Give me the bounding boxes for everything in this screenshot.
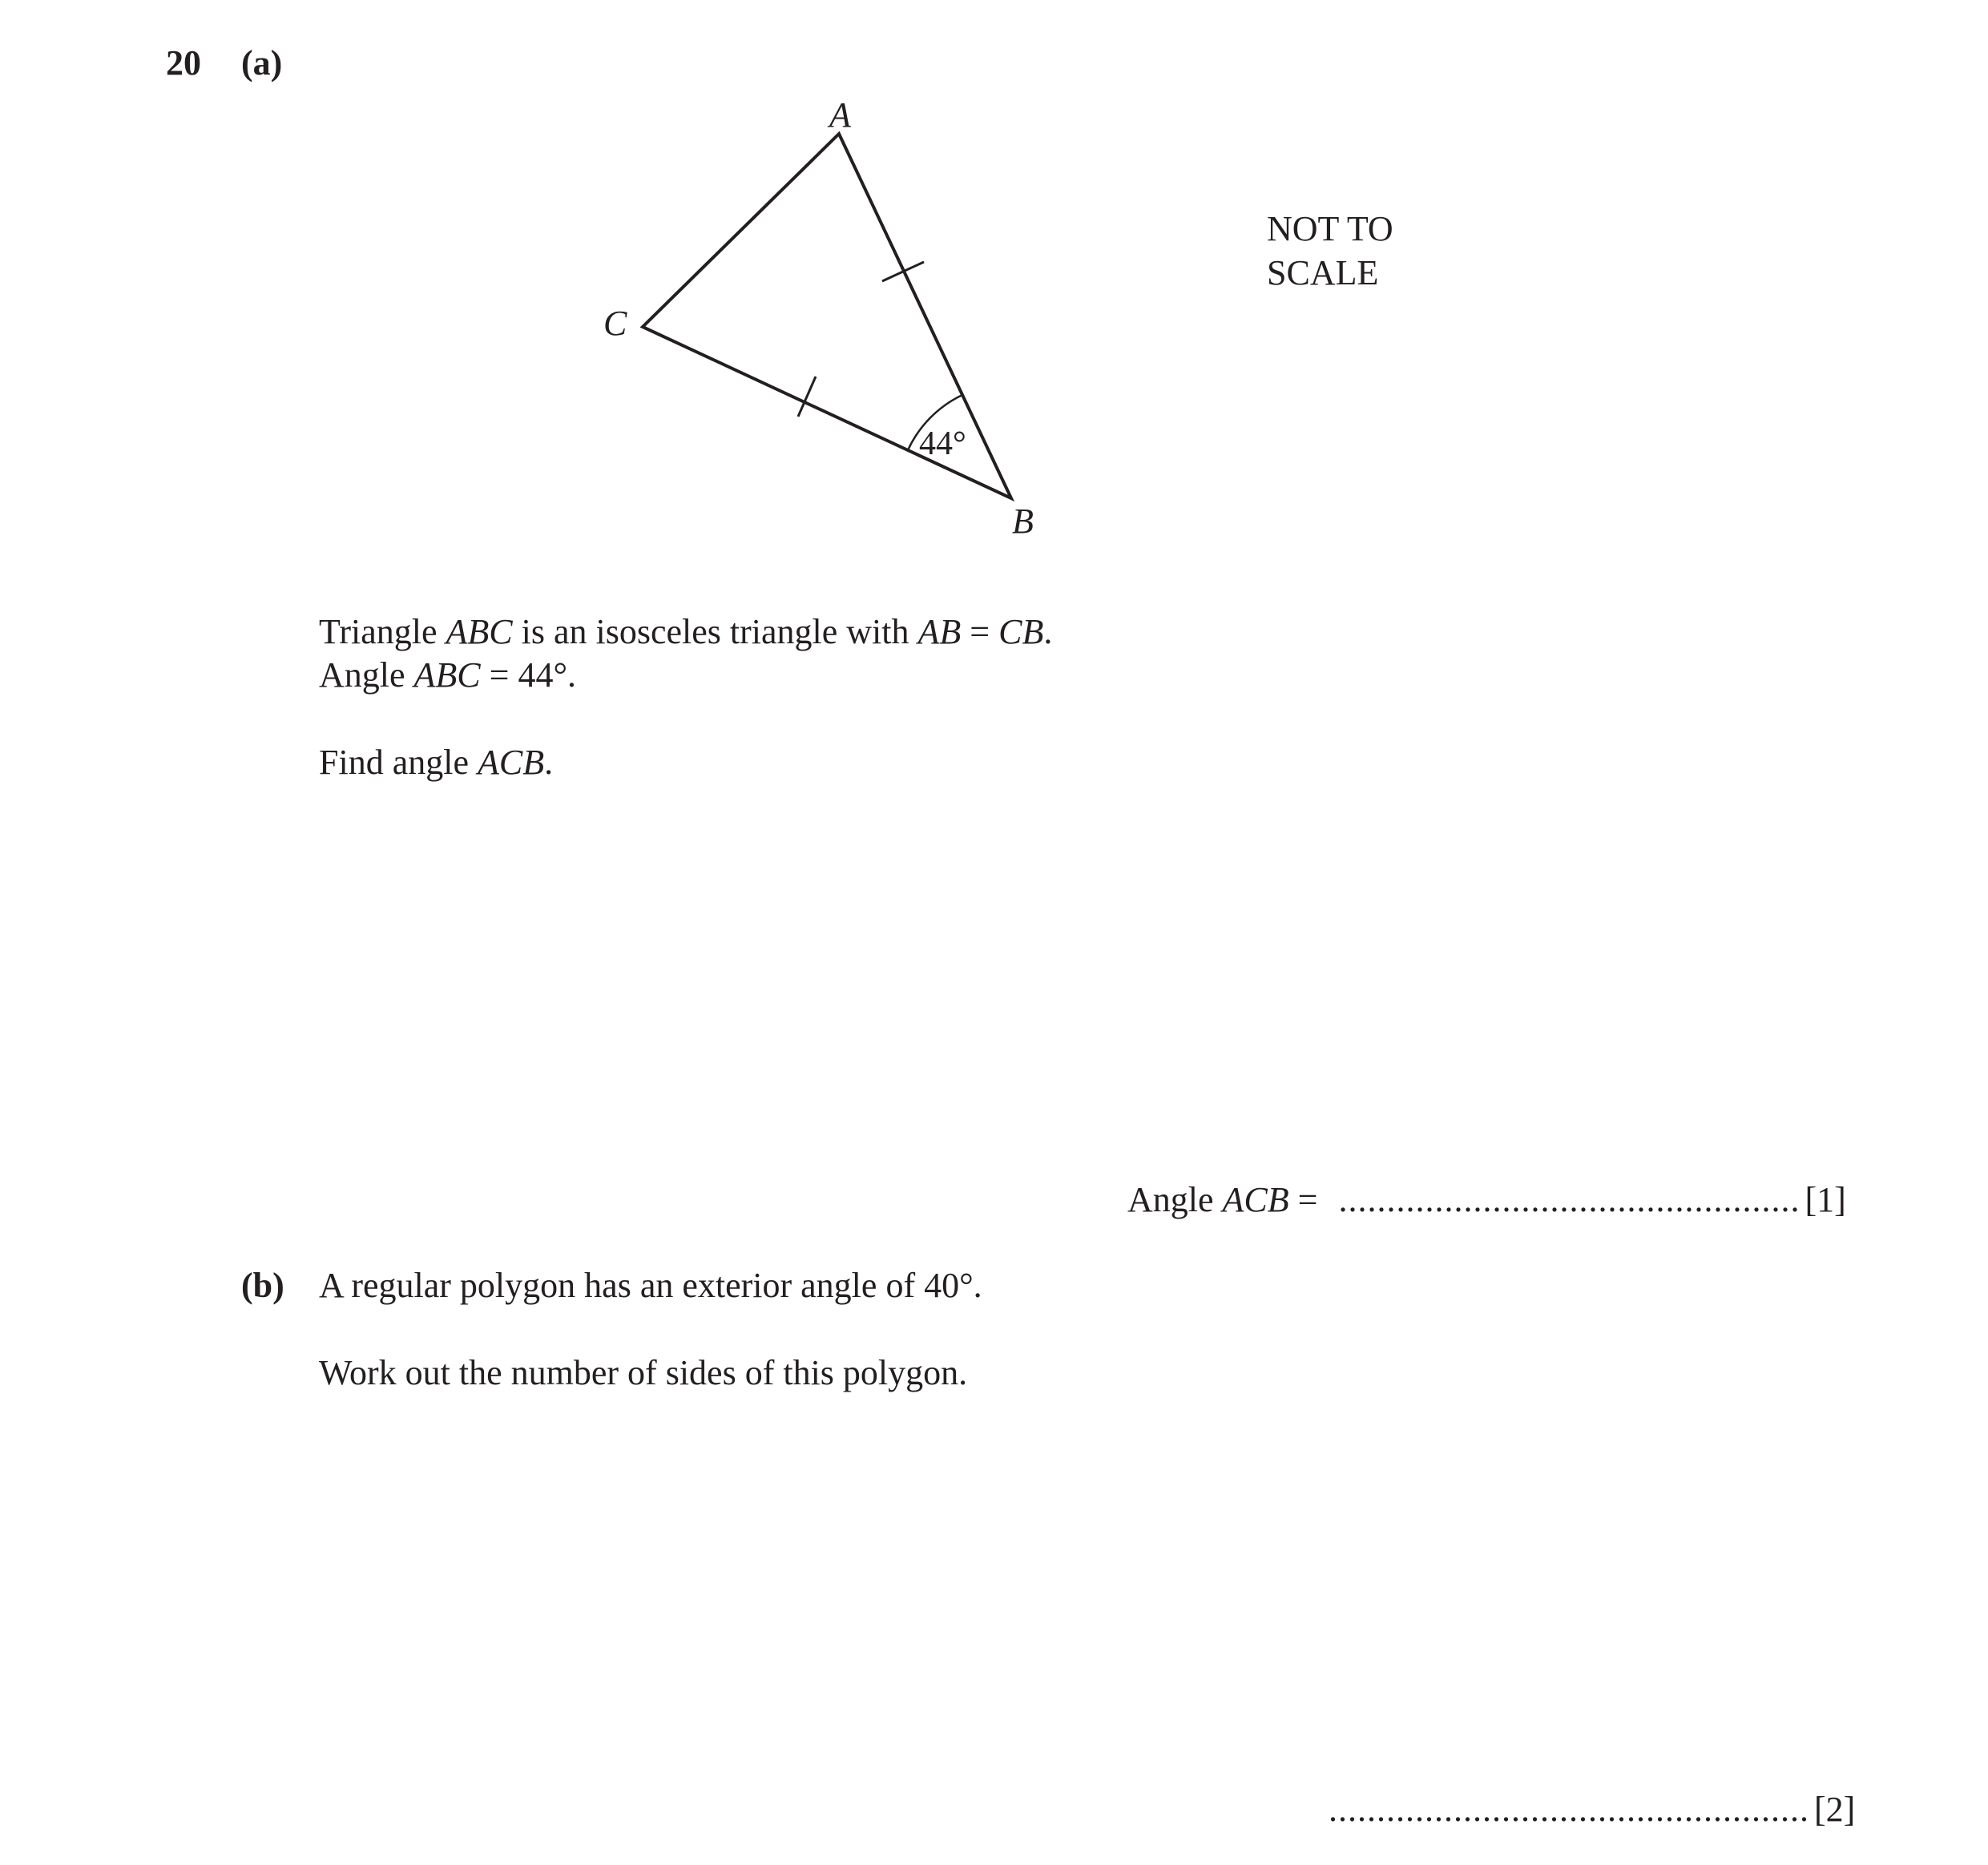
text-span: = xyxy=(961,612,999,651)
text-span: Triangle xyxy=(319,612,446,651)
part-a-statement-line2 xyxy=(319,655,577,695)
part-b-instruction: Work out the number of sides of this polygon. xyxy=(319,1353,968,1392)
part-a-answer-line xyxy=(1127,1182,1846,1218)
text-span: . xyxy=(544,743,554,782)
vertex-label-b: B xyxy=(1012,501,1034,541)
part-a-statement-line1 xyxy=(319,614,1052,650)
marks-b: [2] xyxy=(1814,1790,1856,1829)
part-a-instruction xyxy=(319,745,553,780)
angle-arc-b xyxy=(908,395,962,450)
text-span: Angle xyxy=(319,655,414,695)
part-b-answer-line xyxy=(1329,1792,1855,1827)
part-b-question: A regular polygon has an exterior angle of 40°. xyxy=(319,1266,982,1305)
answer-blank-a[interactable]: ................................................ xyxy=(1338,1180,1800,1219)
text-span: . xyxy=(1043,612,1053,651)
part-a-label: (a) xyxy=(241,43,283,83)
not-to-scale-line1: NOT TO xyxy=(1267,209,1393,248)
text-span: is an isosceles triangle with xyxy=(512,612,918,651)
answer-blank-b[interactable]: .................................................. xyxy=(1329,1790,1809,1829)
tick-mark-ab xyxy=(882,262,924,281)
text-span: Find angle xyxy=(319,743,478,782)
triangle-abc xyxy=(643,134,1011,498)
text-span: = xyxy=(1288,1180,1318,1219)
not-to-scale-line2: SCALE xyxy=(1267,253,1379,292)
text-span: = 44°. xyxy=(480,655,577,695)
var-acb: ACB xyxy=(477,743,545,782)
answer-label xyxy=(1127,1182,1317,1218)
question-number: 20 xyxy=(166,43,201,83)
var-acb: ACB xyxy=(1222,1180,1289,1219)
var-ab: AB xyxy=(917,612,962,651)
vertex-label-a: A xyxy=(829,95,851,135)
var-abc: ABC xyxy=(446,612,513,651)
marks-a: [1] xyxy=(1805,1180,1846,1219)
text-span: Angle xyxy=(1127,1180,1223,1219)
angle-label-b: 44° xyxy=(919,425,966,462)
tick-mark-cb xyxy=(798,377,816,417)
var-cb: CB xyxy=(998,612,1044,651)
var-abc: ABC xyxy=(413,655,481,695)
vertex-label-c: C xyxy=(603,304,627,343)
part-b-label: (b) xyxy=(241,1266,284,1305)
